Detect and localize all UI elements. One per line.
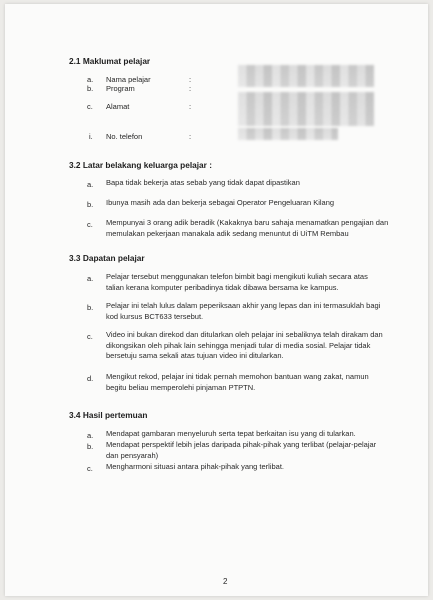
item-marker: c. <box>87 220 93 229</box>
document-page <box>5 4 428 596</box>
section-heading-3-3: 3.3 Dapatan pelajar <box>69 253 145 263</box>
field-marker-i: i. <box>89 132 93 141</box>
field-marker-c: c. <box>87 102 93 111</box>
finding-item-d: Mengikut rekod, pelajar ini tidak pernah memohon bantuan wang zakat, namun begitu beliau memperolehi pinjaman PTPTN. <box>106 372 369 392</box>
section-heading-3-2: 3.2 Latar belakang keluarga pelajar : <box>69 160 212 170</box>
item-marker: c. <box>87 464 93 473</box>
item-marker: a. <box>87 431 94 440</box>
page-number: 2 <box>223 577 228 586</box>
family-item-a: Bapa tidak bekerja atas sebab yang tidak dapat dipastikan <box>106 178 300 187</box>
field-label-nama: Nama pelajar <box>106 75 151 84</box>
item-marker: c. <box>87 332 93 341</box>
outcome-item-a: Mendapat gambaran menyeluruh serta tepat berkaitan isu yang di tularkan. <box>106 429 356 438</box>
field-colon: : <box>189 132 192 141</box>
redacted-address <box>238 92 374 126</box>
family-item-b: Ibunya masih ada dan bekerja sebagai Operator Pengeluaran Kilang <box>106 198 335 207</box>
redacted-phone <box>238 128 338 140</box>
field-colon: : <box>189 75 192 84</box>
outcome-item-c: Mengharmoni situasi antara pihak-pihak yang terlibat. <box>106 462 285 471</box>
item-marker: a. <box>87 180 94 189</box>
redacted-name-program <box>238 65 374 87</box>
field-colon: : <box>189 102 192 111</box>
field-marker-a: a. <box>87 75 94 84</box>
family-item-c: Mempunyai 3 orang adik beradik (Kakaknya baru sahaja menamatkan pengajian dan memulakan pekerjaan manakala adik sedang menuntut di UiTM Rembau <box>106 218 389 238</box>
field-label-program: Program <box>106 84 135 93</box>
finding-item-b: Pelajar ini telah lulus dalam peperiksaan akhir yang lepas dan ini termasuklah bagi kod kursus BCT633 tersebut. <box>106 301 381 321</box>
item-marker: b. <box>87 200 94 209</box>
field-label-alamat: Alamat <box>106 102 130 111</box>
item-marker: d. <box>87 374 94 383</box>
finding-item-a: Pelajar tersebut menggunakan telefon bimbit bagi mengikuti kuliah secara atas talian kerana komputer peribadinya tidak dibawa bersama ke kampus. <box>106 272 368 292</box>
section-heading-2-1: 2.1 Maklumat pelajar <box>69 56 151 66</box>
field-colon: : <box>189 84 192 93</box>
finding-item-c: Video ini bukan direkod dan ditularkan oleh pelajar ini sebaliknya telah dirakam dan dikongsikan oleh pihak lain sehingga menjadi tular di media sosial. Pelajar tidak bersetuju sama sekali atas tujuan video ini ditularkan. <box>106 330 383 361</box>
item-marker: b. <box>87 442 94 451</box>
item-marker: a. <box>87 274 94 283</box>
outcome-item-b: Mendapat perspektif lebih jelas daripada pihak-pihak yang terlibat (pelajar-pelajar dan pensyarah) <box>106 440 377 460</box>
section-heading-3-4: 3.4 Hasil pertemuan <box>69 410 148 420</box>
field-marker-b: b. <box>87 84 94 93</box>
item-marker: b. <box>87 303 94 312</box>
field-label-telefon: No. telefon <box>106 132 143 141</box>
